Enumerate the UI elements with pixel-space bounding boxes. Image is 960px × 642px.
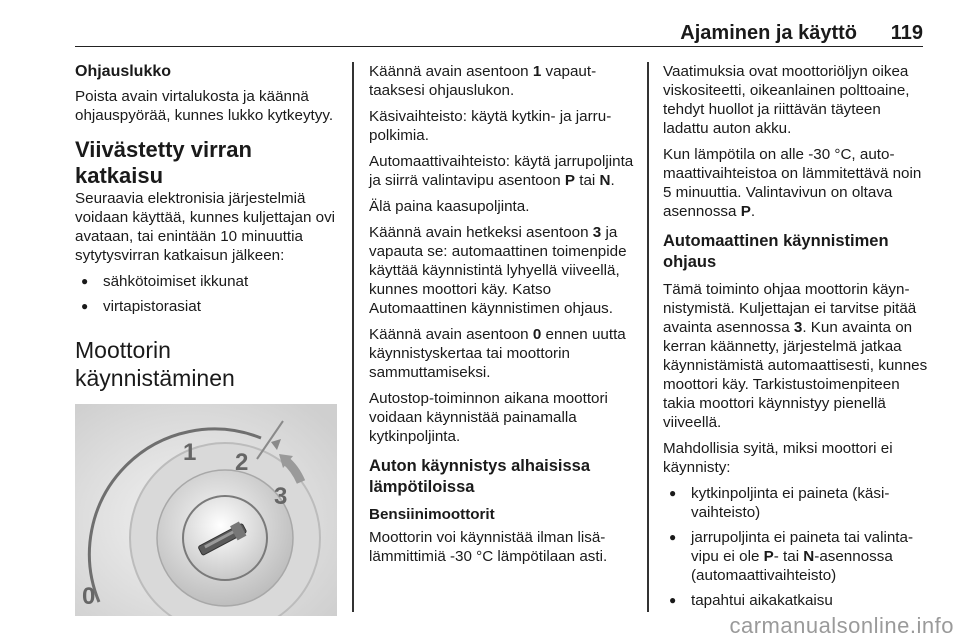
paragraph: Autostop-toiminnon aikana moottori voidaan käynnistää painamalla kytkinpoljinta.	[369, 390, 608, 445]
heading-cold-start: Auton käynnistys alhaisissa lämpötiloissa	[369, 457, 591, 496]
paragraph: Käännä avain hetkeksi asentoon 3 ja vapauta se: automaattinen toimenpide käyttää käynnistintä lyhyellä viiveellä, kunnes moottori käy. Katso Automaattinen käynnistimen ohjaus.	[369, 224, 627, 317]
list-item: ● jarrupoljinta ei paineta tai valintavipu ei ole P- tai N-asennossa (automaattivaihteisto)	[663, 528, 928, 585]
page-number: 119	[890, 22, 923, 44]
list-item: ● kytkinpoljinta ei paineta (käsivaihteisto)	[663, 484, 928, 522]
heading-viivastetty: Viivästetty virran katkaisu	[75, 137, 252, 188]
ignition-key-figure	[75, 404, 337, 616]
watermark: carmanualsonline.info	[729, 613, 954, 638]
column-divider	[647, 62, 649, 612]
paragraph: Käsivaihteisto: käytä kytkin- ja jarrupolkimia.	[369, 108, 612, 144]
column-right	[663, 62, 928, 616]
paragraph: Käännä avain asentoon 0 ennen uutta käynnistyskertaa tai moottorin sammuttamiseksi.	[369, 326, 626, 381]
column-divider	[352, 62, 354, 612]
paragraph: Moottorin voi käynnistää ilman lisälämmittimiä -30 °C lämpötilaan asti.	[369, 529, 608, 565]
list-item: ● virtapistorasiat	[75, 297, 337, 316]
section-title: Ajaminen ja käyttö	[680, 22, 857, 44]
paragraph: Automaattivaihteisto: käytä jarrupoljinta ja siirrä valintavipu asentoon P tai N.	[369, 153, 634, 189]
position-label-0: 0	[82, 583, 96, 610]
column-left	[75, 62, 337, 621]
paragraph: Seuraavia elektronisia järjestelmiä voidaan käyttää, kunnes kuljettajan ovi avataan, tai enintään 10 minuuttia sytytysvirran katkaisun jälkeen:	[75, 190, 336, 264]
heading-ohjauslukko: Ohjauslukko	[75, 63, 172, 80]
position-label-3: 3	[274, 483, 288, 510]
page-header	[75, 16, 923, 47]
list-item: ● sähkötoimiset ikkunat	[75, 272, 337, 291]
list-item: ● tapahtui aikakatkaisu	[663, 591, 928, 610]
paragraph: Tämä toiminto ohjaa moottorin käynnistymistä. Kuljettajan ei tarvitse pitää avainta asennossa 3. Kun avainta on kerran käännetty, järjestelmä jatkaa käynnistämistä automaattisesti, kunnes moottori käy. Tarkistustoimenpiteen takia moottori käynnistyy pienellä viiveellä.	[663, 281, 928, 431]
paragraph: Älä paina kaasupoljinta.	[369, 198, 530, 215]
paragraph: Mahdollisia syitä, miksi moottori ei käynnisty:	[663, 440, 893, 476]
heading-petrol-engines: Bensiinimoottorit	[369, 506, 495, 523]
heading-kaynnistaminen: Moottorin käynnistäminen	[75, 337, 235, 391]
bullet-list	[75, 272, 337, 316]
position-label-1: 1	[183, 439, 197, 466]
bullet-list	[663, 484, 928, 610]
position-label-2: 2	[235, 449, 249, 476]
paragraph: Käännä avain asentoon 1 vapauttaaksesi ohjauslukon.	[369, 63, 597, 99]
paragraph: Vaatimuksia ovat moottoriöljyn oikea viskositeetti, oikeanlainen polttoaine, tehdyt huollot ja riittävän täyteen ladattu auton akku.	[663, 63, 910, 137]
heading-auto-starter: Automaattinen käynnistimen ohjaus	[663, 232, 889, 271]
paragraph: Kun lämpötila on alle -30 °C, automaattivaihteistoa on lämmitettävä noin 5 minuuttia. Valintavivun on oltava asennossa P.	[663, 146, 922, 220]
column-middle	[369, 62, 634, 573]
paragraph: Poista avain virtalukosta ja käännä ohjauspyörää, kunnes lukko kytkeytyy.	[75, 88, 334, 124]
